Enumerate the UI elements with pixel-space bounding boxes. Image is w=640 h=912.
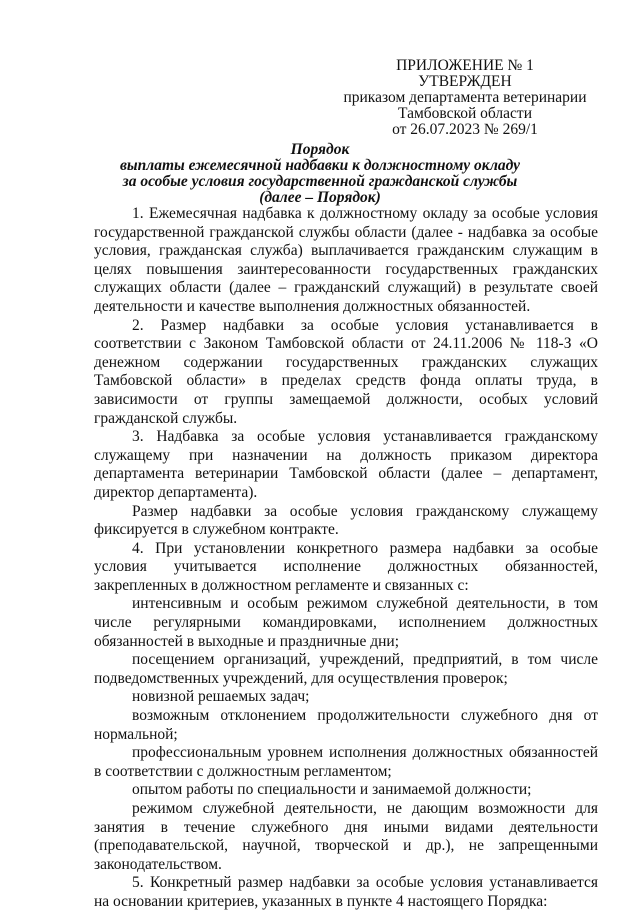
title-line: за особые условия государственной гражданской службы: [122, 173, 518, 190]
paragraph: новизной решаемых задач;: [132, 688, 310, 706]
paragraph: возможным отклонением продолжительности служебного дня от нормальной;: [94, 707, 598, 743]
paragraph: 2. Размер надбавки за особые условия устанавливается в соответствии с Законом Тамбовской области от 24.11.2006 № 118-З «О денежном содержании государственных гражданских служащих Тамбовской области» в пределах средств фонда оплаты труда, в зависимости от группы замещаемой должности, особых условий гражданской службы.: [94, 316, 598, 427]
paragraph: 5. Конкретный размер надбавки за особые условия устанавливается на основании критериев, указанных в пункте 4 настоящего Порядка:: [94, 874, 598, 910]
paragraph: интенсивным и особым режимом служебной деятельности, в том числе регулярными командировками, исполнением должностных обязанностей в выходные и праздничные дни;: [94, 595, 598, 650]
title-line: (далее – Порядок): [259, 189, 381, 206]
document-body: [94, 205, 598, 912]
paragraph: профессиональным уровнем исполнения должностных обязанностей в соответствии с должностным регламентом;: [94, 744, 598, 780]
paragraph: 4. При установлении конкретного размера надбавки за особые условия учитывается исполнение должностных обязанностей, закрепленных в должностном регламенте и связанных с:: [94, 539, 598, 594]
paragraph: Размер надбавки за особые условия гражданскому служащему фиксируется в служебном контракте.: [94, 502, 598, 539]
appendix-block: [330, 58, 600, 138]
approved-label: УТВЕРЖДЕН: [418, 73, 512, 90]
title-line: Порядок: [290, 141, 350, 158]
paragraph: режимом служебной деятельности, не дающим возможности для занятия в течение служебного дня иными видами деятельности (преподавательской, научной, творческой и др.), не запрещенными законодательством.: [94, 800, 598, 873]
paragraph: опытом работы по специальности и занимаемой должности;: [132, 781, 532, 799]
approved-date: от 26.07.2023 № 269/1: [392, 121, 538, 138]
approved-by: приказом департамента ветеринарии: [343, 89, 587, 106]
title-line: выплаты ежемесячной надбавки к должностному окладу: [119, 157, 521, 174]
paragraph: посещением организаций, учреждений, предприятий, в том числе подведомственных учреждений, для осуществления проверок;: [94, 651, 598, 687]
paragraph: 3. Надбавка за особые условия устанавливается гражданскому служащему при назначении на должность приказом директора департамента ветеринарии Тамбовской области (далее – департамент, директор департамента).: [94, 428, 598, 501]
appendix-number: ПРИЛОЖЕНИЕ № 1: [396, 57, 534, 74]
paragraph: 1. Ежемесячная надбавка к должностному окладу за особые условия государственной гражданской службы области (далее - надбавка за особые условия, гражданская служба) выплачивается гражданским служащим в целях повышения заинтересованности государственных гражданских служащих области (далее – гражданский служащий) в результате своей деятельности и качестве выполнения должностных обязанностей.: [94, 205, 598, 315]
approved-region: Тамбовской области: [398, 105, 532, 122]
document-title: [92, 142, 548, 206]
